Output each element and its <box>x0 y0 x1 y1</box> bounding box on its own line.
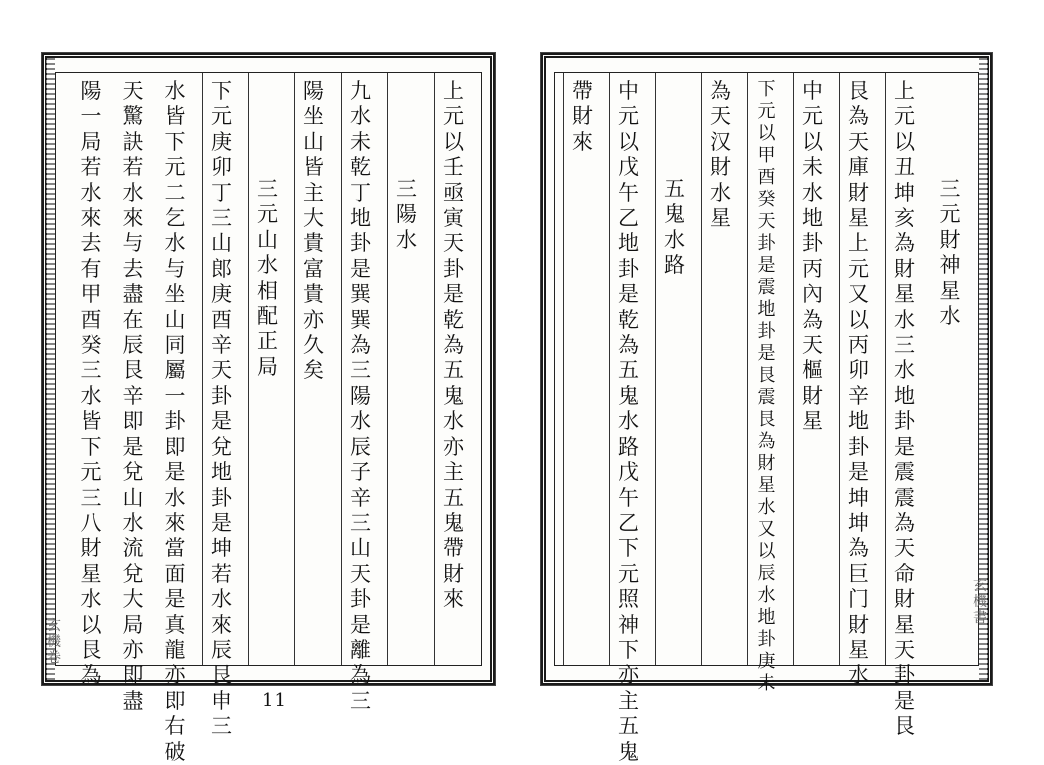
column-text: 下元以甲酉癸天卦是震地卦是艮震艮為財星水又以辰水地卦庚未 <box>757 79 776 694</box>
left-column-6 <box>202 73 240 739</box>
column-text: 三陽水 <box>396 177 417 252</box>
left-column-1 <box>434 73 472 665</box>
right-column-3 <box>839 73 890 688</box>
page-number: 11 <box>262 690 287 711</box>
column-text: 三元財神星水 <box>939 177 961 329</box>
right-text-frame <box>554 72 979 764</box>
left-column-2 <box>387 73 425 665</box>
right-gutter-label: 玄機書 <box>973 578 987 626</box>
column-text: 艮為天庫財星 上元又以丙卯辛地卦是坤坤為巨门財星水 <box>848 79 890 688</box>
column-text: 五鬼水路 <box>664 177 685 278</box>
column-text: 九水未乾丁地卦是巽巽為三陽水 辰子辛三山天卦是離為三 <box>350 79 392 713</box>
column-text: 中元以戊午乙地卦是乾為五鬼水路戊午乙下元照神下亦主五鬼 <box>618 79 639 764</box>
right-column-6 <box>701 73 739 665</box>
column-text: 上元以丑坤亥為財星水三水地卦是震震為天命財星天卦是艮 <box>894 79 915 739</box>
left-column-4 <box>294 73 332 665</box>
column-text: 三元山水相配正局 <box>257 177 278 379</box>
column-text: 下元庚卯丁三山郎庚酉辛天卦是兌地卦是坤若水來辰艮申三 <box>211 79 232 739</box>
left-border-strip <box>46 58 55 680</box>
column-text: 陽坐山皆主大貴富貴亦久矣 <box>303 79 324 383</box>
right-column-9 <box>563 73 601 665</box>
column-text: 帶財來 <box>572 79 593 154</box>
left-gutter-label: 玄機卷 <box>47 618 61 666</box>
column-text: 水皆下元二乞水与坐山同屬一卦即是水來當面是真龍亦即右破 <box>164 79 186 764</box>
right-column-8 <box>609 73 647 764</box>
left-column-8 <box>114 73 152 713</box>
column-text: 為天汉財水星 <box>710 79 731 231</box>
left-column-5 <box>248 73 286 665</box>
right-column-5 <box>747 73 785 694</box>
right-page <box>541 53 992 764</box>
column-text: 上元以壬亟寅天卦是乾為五鬼水亦主五鬼帶財來 <box>443 79 464 612</box>
right-column-7 <box>655 73 693 665</box>
column-text: 陽一局 若水來去有甲酉癸三水皆下元三八財星水以艮為 <box>80 79 123 688</box>
right-column-2 <box>885 73 923 739</box>
left-column-7 <box>156 73 194 764</box>
left-column-3 <box>341 73 392 713</box>
right-column-1 <box>931 73 969 665</box>
right-column-4 <box>793 73 831 665</box>
column-text: 天驚訣若水來与去盡在辰艮辛即是兌山水流兌大局亦即盡 <box>122 79 144 713</box>
left-column-9 <box>72 73 123 688</box>
column-text: 中元以未水地卦丙內為天樞財星 <box>802 79 823 434</box>
